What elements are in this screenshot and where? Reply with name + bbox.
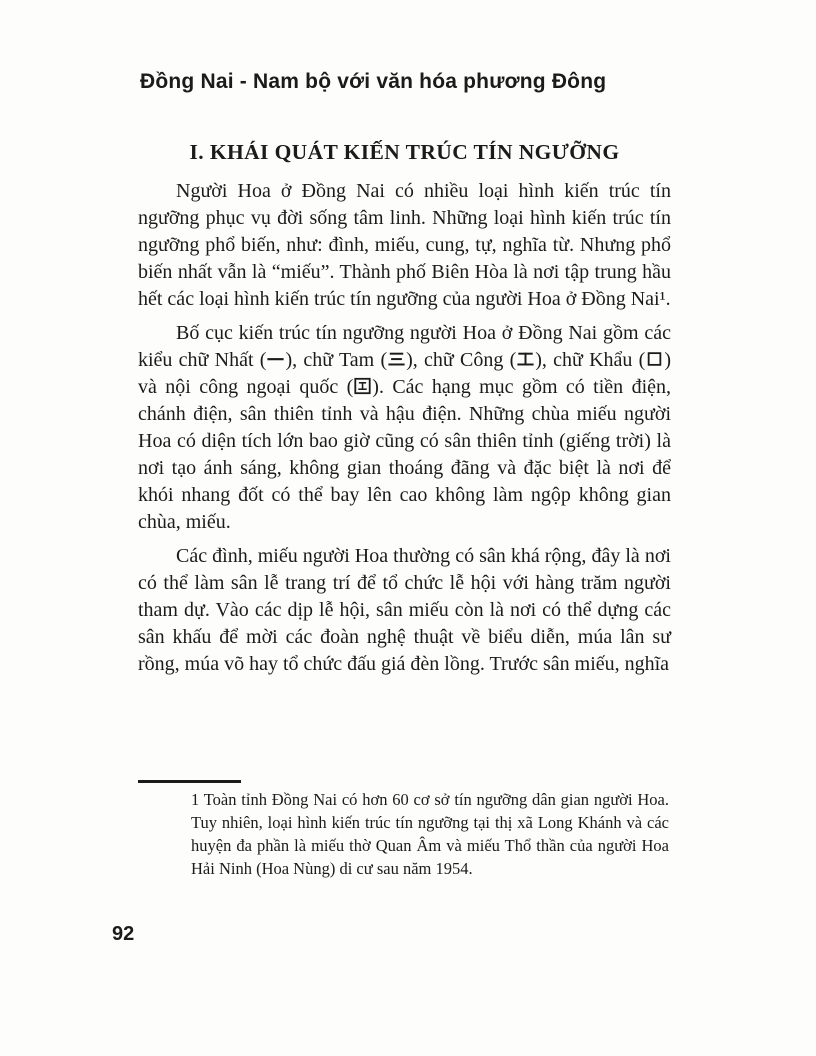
section-heading: I. KHÁI QUÁT KIẾN TRÚC TÍN NGƯỠNG: [189, 140, 620, 164]
paragraph-2-segment: ), chữ Khẩu (: [535, 349, 646, 371]
paragraph-2-segment: ) và nội công ngoại quốc (: [138, 349, 672, 398]
han-char-cong-icon: [516, 350, 535, 368]
paragraph-2: [138, 320, 671, 536]
han-char-tam-icon: [387, 350, 406, 368]
footnote-divider: [138, 780, 241, 783]
paragraph-3: Các đình, miếu người Hoa thường có sân khá rộng, đây là nơi có thể làm sân lễ trang trí để tổ chức lễ hội với hàng trăm người tham dự. Vào các dịp lễ hội, sân miếu còn là nơi có thể dựng các sân khấu để mời các đoàn nghệ thuật về biểu diễn, múa lân sư rồng, múa võ hay tổ chức đấu giá đèn lồng. Trước sân miếu, nghĩa: [138, 545, 671, 675]
running-header: Đồng Nai - Nam bộ với văn hóa phương Đông: [140, 70, 607, 93]
paragraph-2-segment: Bố cục kiến trúc tín ngưỡng người Hoa ở Đồng Nai gồm các kiểu chữ Nhất (: [138, 322, 671, 371]
han-char-nhat-icon: [266, 350, 285, 368]
han-char-khau-icon: [645, 350, 664, 368]
paragraph-2-segment: ), chữ Công (: [406, 349, 517, 371]
footnote: 1 Toàn tỉnh Đồng Nai có hơn 60 cơ sở tín ngưỡng dân gian người Hoa. Tuy nhiên, loại hình kiến trúc tín ngưỡng tại thị xã Long Khánh và các huyện đa phần là miếu thờ Quan Âm và miếu Thổ thần của người Hoa Hải Ninh (Hoa Nùng) di cư sau năm 1954.: [191, 790, 669, 878]
paragraph-2-segment: ). Các hạng mục gồm có tiền điện, chánh điện, sân thiên tỉnh và hậu điện. Những chùa miếu người Hoa có diện tích lớn bao giờ cũng có sân thiên tỉnh (giếng trời) là nơi tạo ánh sáng, không gian thoáng đãng và đặc biệt là nơi để khói nhang đốt có thể bay lên cao không làm ngộp không gian chùa, miếu.: [138, 376, 672, 533]
paragraph-1: Người Hoa ở Đồng Nai có nhiều loại hình kiến trúc tín ngưỡng phục vụ đời sống tâm linh. Những loại hình kiến trúc tín ngưỡng phổ biến, như: đình, miếu, cung, tự, nghĩa từ. Nhưng phổ biến nhất vẫn là “miếu”. Thành phố Biên Hòa là nơi tập trung hầu hết các loại hình kiến trúc tín ngưỡng của người Hoa ở Đồng Nai¹.: [138, 180, 671, 310]
han-char-quoc-icon: [353, 377, 372, 395]
paragraph-2-segment: ), chữ Tam (: [285, 349, 388, 371]
page-number: 92: [112, 923, 135, 945]
text-column: [138, 140, 671, 685]
